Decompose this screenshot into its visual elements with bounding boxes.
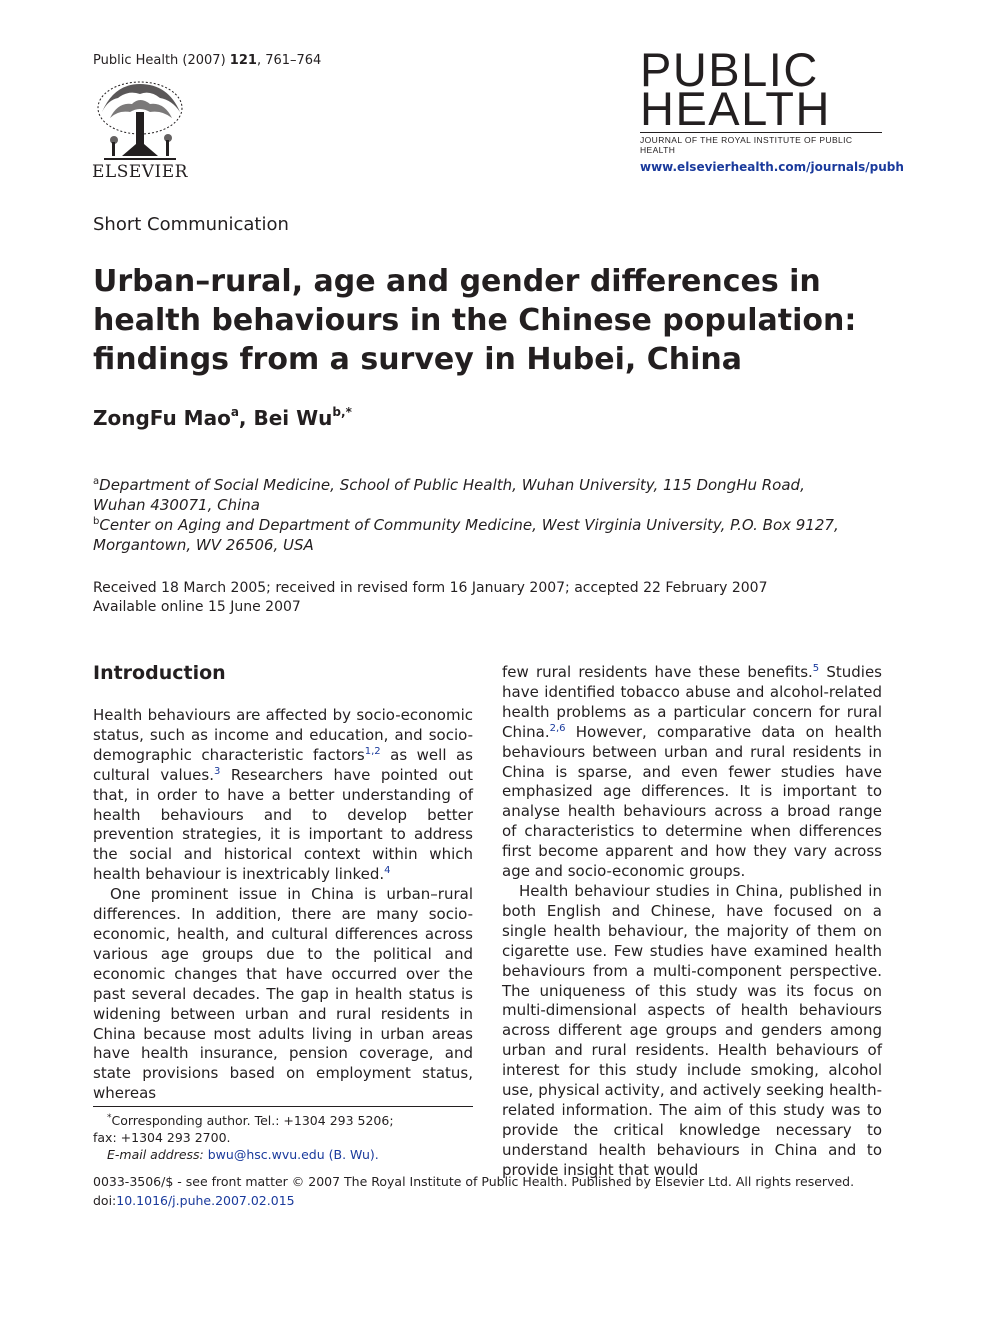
received-dates: Received 18 March 2005; received in revised form 16 January 2007; accepted 22 February 2007 [93, 580, 768, 596]
citation-volume: 121 [229, 53, 257, 68]
paragraph [502, 882, 882, 1181]
citation-ref-link[interactable]: 2,6 [549, 722, 566, 734]
section-heading-introduction: Introduction [93, 662, 226, 684]
affiliation-text: Center on Aging and Department of Community Medicine, West Virginia University, P.O. Box 9127, Morgantown, WV 26506, USA [93, 516, 839, 554]
affiliation-mark: b [93, 516, 100, 527]
text-run: Studies have identified tobacco abuse and alcohol-related health problems as a particular concern for rural China. [502, 663, 882, 741]
page-footer [93, 1172, 854, 1210]
author-list [93, 405, 352, 430]
author-separator: , [238, 406, 254, 430]
body-column-left [93, 706, 473, 1104]
elsevier-wordmark: ELSEVIER [92, 162, 188, 182]
author-name[interactable]: Bei Wu [253, 406, 333, 430]
body-column-right [502, 663, 882, 1181]
author-affiliation-mark: a [230, 405, 239, 419]
email-link[interactable]: bwu@hsc.wvu.edu (B. Wu). [207, 1147, 379, 1162]
citation-pages: , 761–764 [256, 53, 322, 68]
affiliation-a [93, 472, 853, 515]
citation-ref-link[interactable]: 4 [384, 865, 391, 877]
text-run: as well as cultural values. [93, 745, 473, 784]
journal-url-link[interactable]: www.elsevierhealth.com/journals/pubh [640, 160, 904, 174]
author-affiliation-mark[interactable]: b,* [332, 405, 352, 419]
journal-title-line1: PUBLIC [640, 43, 819, 96]
citation-line [93, 52, 321, 70]
issn-copyright: 0033-3506/$ - see front matter © 2007 The Royal Institute of Public Health. Published by Elsevier Ltd. All rights reserved. [93, 1174, 855, 1189]
citation-ref-link[interactable]: 1,2 [364, 745, 381, 757]
footnote-divider [93, 1106, 473, 1107]
text-run: Health behaviours are affected by socio-economic status, such as income and education, and socio-demographic characteristic factors [93, 706, 473, 764]
journal-title-line2: HEALTH [640, 82, 831, 135]
elsevier-logo [92, 78, 188, 182]
paragraph [93, 706, 473, 885]
text-run: Researchers have pointed out that, in order to have a better understanding of health behaviours and to develop better prevention strategies, it is important to address the social and historical context within which health behaviour is inextricably linked. [93, 765, 473, 884]
affiliation-b [93, 512, 853, 555]
paragraph [93, 885, 473, 1104]
article-title: Urban–rural, age and gender differences in health behaviours in the Chinese population: findings from a survey in Hubei, China [93, 264, 857, 377]
article-history [93, 579, 768, 617]
citation-journal: Public Health (2007) [93, 53, 230, 68]
text-run: However, comparative data on health behaviours between urban and rural residents in China is sparse, and even fewer studies have emphasized age differences. It is important to analyse health behaviours across a broad range of characteristics to determine when differences first become apparent and how they vary across age and socio-economic groups. [502, 722, 882, 881]
text-run: One prominent issue in China is urban–rural differences. In addition, there are many socio-economic, health, and cultural differences across various age groups due to the political and economic changes that have occurred over the past several decades. The gap in health status is widening between urban and rural residents in China because most adults living in urban areas have health insurance, pension coverage, and state provisions based on employment status, whereas [93, 885, 473, 1103]
affiliation-mark: a [93, 476, 100, 487]
affiliation-text: Department of Social Medicine, School of Public Health, Wuhan University, 115 DongHu Road, Wuhan 430071, China [93, 476, 805, 514]
email-label: E-mail address: [107, 1147, 208, 1162]
author-name[interactable]: ZongFu Mao [93, 406, 231, 430]
paragraph [502, 663, 882, 882]
corresponding-text: Corresponding author. Tel.: +1304 293 5206; [111, 1113, 394, 1128]
elsevier-tree-icon [92, 78, 188, 162]
citation-ref-link[interactable]: 3 [213, 765, 221, 777]
citation-ref-link[interactable]: 5 [812, 663, 820, 674]
journal-masthead [640, 43, 882, 155]
corresponding-author-footnote [93, 1110, 473, 1163]
article-type: Short Communication [93, 214, 289, 235]
text-run: few rural residents have these benefits. [502, 663, 813, 681]
journal-subtitle: JOURNAL OF THE ROYAL INSTITUTE OF PUBLIC HEALTH [640, 132, 882, 155]
available-online: Available online 15 June 2007 [93, 599, 301, 615]
footnote-marker: * [107, 1113, 112, 1123]
doi-link[interactable]: 10.1016/j.puhe.2007.02.015 [116, 1193, 295, 1208]
text-run: Health behaviour studies in China, published in both English and Chinese, have focused on a single health behaviour, the majority of them on cigarette use. Few studies have examined health behaviours from a multi-component perspective. The uniqueness of this study was its focus on multi-dimensional aspects of health behaviours across different age groups and genders among urban and rural residents. Health behaviours of interest for this study include smoking, alcohol use, physical activity, and actively seeking health-related information. The aim of this study was to provide the critical knowledge necessary to understand health behaviours in China and to provide insight that would [502, 881, 882, 1179]
fax-text: fax: +1304 293 2700. [93, 1130, 231, 1145]
doi-label: doi: [93, 1193, 117, 1208]
